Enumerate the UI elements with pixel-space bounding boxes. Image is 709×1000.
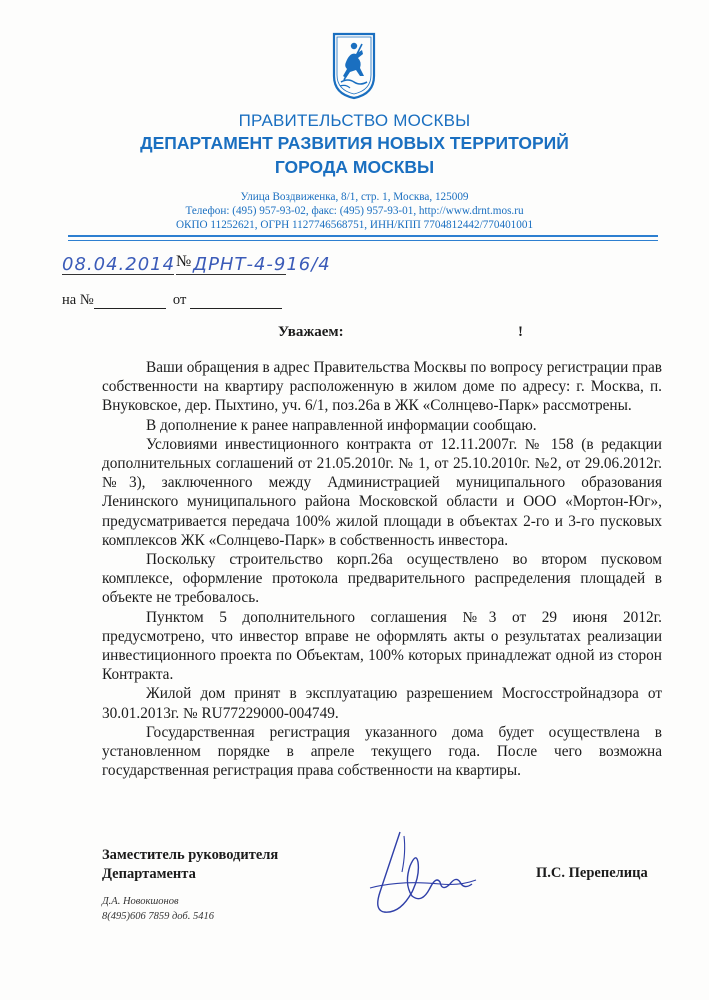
reference-from-label: от bbox=[172, 292, 187, 308]
body-paragraph: Условиями инвестиционного контракта от 12.11.2007г. № 158 (в редакции дополнительных соглашений от 21.05.2010г. № 1, от 25.10.2010г. №2, от 29.06.2012г. №3), заключенного между Администрацией муниципального образования Ленинского муниципального района Московской области и ООО «Мортон-Юг», предусматривается передача 100% жилой площади в объектах 2-го и 3-го пусковых комплексов ЖК «Солнцево-Парк» в собственность инвестора. bbox=[102, 435, 662, 549]
government-title: ПРАВИТЕЛЬСТВО МОСКВЫ bbox=[238, 111, 471, 130]
body-paragraph: Поскольку строительство корп.26а осуществлено во втором пусковом комплексе, оформление протокола предварительного распределения площадей в объекте не требовалось. bbox=[102, 551, 662, 607]
registration-number-sign: № bbox=[176, 253, 192, 270]
header-divider-thin bbox=[68, 240, 658, 241]
reference-date-blank bbox=[190, 294, 282, 309]
signatory-position-line2: Департамента bbox=[102, 866, 196, 882]
body-paragraph: Жилой дом принят в эксплуатацию разрешением Мосгосстройнадзора от 30.01.2013г. № RU77229000-004749. bbox=[102, 685, 662, 722]
signatory-position bbox=[102, 846, 278, 884]
handwritten-signature bbox=[360, 822, 480, 922]
reference-number-blank bbox=[94, 294, 166, 309]
reference-label: на № bbox=[62, 292, 94, 308]
body-paragraph: В дополнение к ранее направленной информации сообщаю. bbox=[146, 416, 537, 434]
body-paragraph: Государственная регистрация указанного дома будет осуществлена в установленном порядке в апреле текущего года. После чего возможна государственная регистрация права собственности на квартиры. bbox=[102, 723, 662, 780]
executor-name: Д.А. Новокшонов bbox=[102, 896, 179, 907]
greeting bbox=[278, 324, 344, 341]
moscow-coat-of-arms-icon bbox=[332, 32, 376, 100]
greeting-colon: : bbox=[338, 324, 344, 340]
department-title-city: ГОРОДА МОСКВЫ bbox=[274, 157, 435, 177]
greeting-exclamation: ! bbox=[518, 324, 523, 340]
executor-phone: 8(495)606 7859 доб. 5416 bbox=[102, 911, 214, 922]
body-paragraph: Пунктом 5 дополнительного соглашения №3 от 29 июня 2012г. предусмотрено, что инвестор вправе не оформлять акты о результатах реализации инвестиционного проекта по Объектам, 100% которых принадлежат одной из сторон Контракта. bbox=[102, 608, 662, 684]
registration-number-underline bbox=[176, 274, 286, 275]
signatory-position-line1: Заместитель руководителя bbox=[102, 847, 279, 863]
department-title: ДЕПАРТАМЕНТ РАЗВИТИЯ НОВЫХ ТЕРРИТОРИЙ bbox=[140, 133, 569, 153]
body-paragraph: Ваши обращения в адрес Правительства Москвы по вопросу регистрации прав собственности на квартиру расположенную в жилом доме по адресу: г. Москва, п. Внуковское, дер. Пыхтино, уч. 6/1, поз.26а в ЖК «Солнцево-Парк» рассмотрены. bbox=[102, 359, 662, 415]
registration-date-underline bbox=[62, 274, 174, 275]
department-codes: ОКПО 11252621, ОГРН 1127746568751, ИНН/КПП 7704812442/770401001 bbox=[175, 219, 534, 231]
greeting-text: Уважаем bbox=[278, 324, 339, 340]
registration-number: ДРНТ-4-916/4 bbox=[193, 254, 331, 275]
header-divider-thick bbox=[68, 235, 658, 237]
reference-line bbox=[62, 292, 282, 309]
signatory-name: П.С. Перепелица bbox=[536, 865, 648, 881]
executor-info bbox=[102, 894, 214, 924]
department-contacts: Телефон: (495) 957-93-02, факс: (495) 957-93-01, http://www.drnt.mos.ru bbox=[185, 205, 524, 217]
department-address: Улица Воздвиженка, 8/1, стр. 1, Москва, 125009 bbox=[240, 191, 469, 203]
letter-body bbox=[102, 358, 662, 780]
registration-date: 08.04.2014 bbox=[62, 254, 176, 275]
